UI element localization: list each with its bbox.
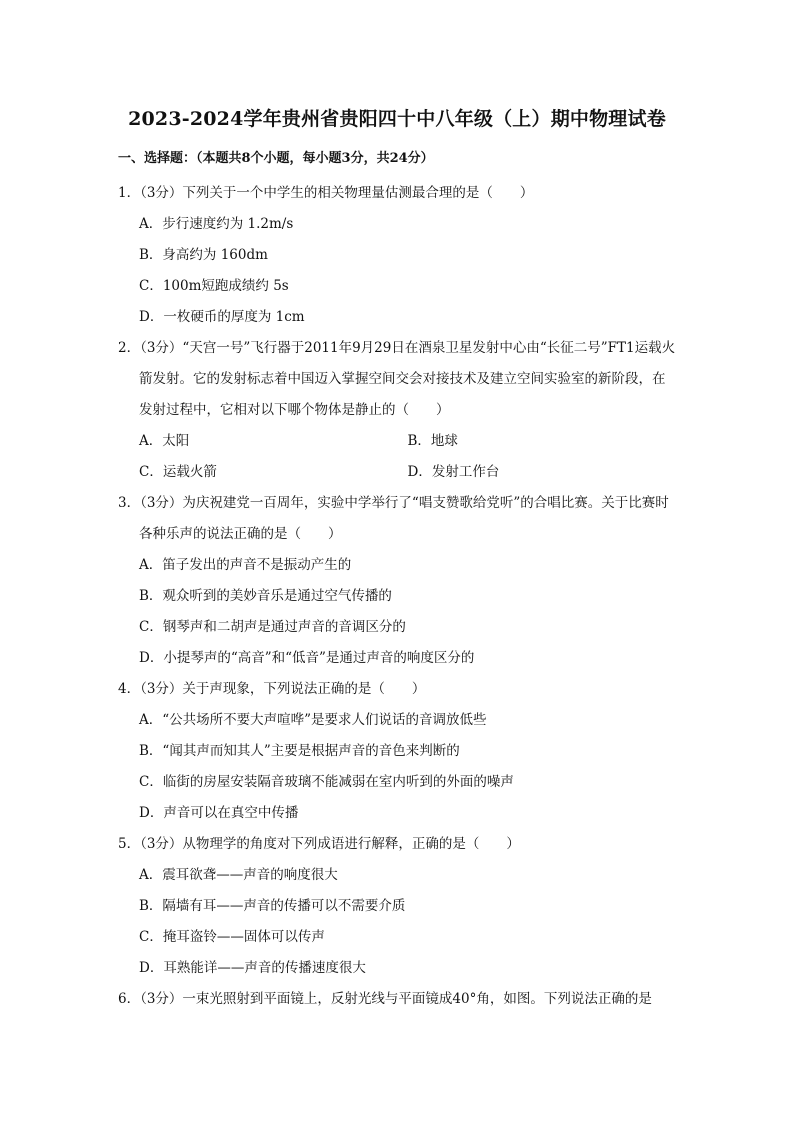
option-b: B．隔墙有耳——声音的传播可以不需要介质: [139, 898, 406, 914]
section-heading: 一、选择题：（本题共8个小题，每小题3分，共24分）: [118, 151, 434, 166]
option-a: A．笛子发出的声音不是振动产生的: [139, 557, 352, 573]
option-c: C．100m短跑成绩约 5s: [139, 278, 289, 294]
option-b: B．“闻其声而知其人”主要是根据声音的音色来判断的: [139, 743, 460, 759]
option-c: C．钢琴声和二胡声是通过声音的音调区分的: [139, 619, 406, 635]
option-d: D．发射工作台: [407, 464, 500, 480]
options-row: [118, 457, 676, 488]
question-stem: 3．（3分）为庆祝建党一百周年，实验中学举行了“唱支赞歌给党听”的合唱比赛。关于比赛时各种乐声的说法正确的是（ ）: [118, 495, 669, 542]
question-5: [118, 829, 676, 984]
question-2: [118, 333, 676, 488]
option-b: B．地球: [407, 433, 458, 449]
question-stem: 4．（3分）关于声现象，下列说法正确的是（ ）: [118, 681, 426, 697]
option-c: C．临街的房屋安装隔音玻璃不能减弱在室内听到的外面的噪声: [139, 774, 514, 790]
option-c: C．掩耳盗铃——固体可以传声: [139, 929, 325, 945]
option-a: A．震耳欲聋——声音的响度很大: [139, 867, 338, 883]
exam-title: 2023-2024学年贵州省贵阳四十中八年级（上）期中物理试卷: [128, 108, 666, 130]
question-4: [118, 674, 676, 829]
question-6: [118, 984, 676, 1015]
option-d: D．耳熟能详——声音的传播速度很大: [139, 960, 366, 976]
option-d: D．小提琴声的“高音”和“低音”是通过声音的响度区分的: [139, 650, 475, 666]
option-a: A．步行速度约为 1.2m/s: [139, 216, 294, 232]
option-b: B．身高约为 160dm: [139, 247, 268, 263]
option-b: B．观众听到的美妙音乐是通过空气传播的: [139, 588, 392, 604]
options-row: [118, 426, 676, 457]
option-c: C．运载火箭: [139, 464, 217, 480]
question-stem: 1．（3分）下列关于一个中学生的相关物理量估测最合理的是（ ）: [118, 185, 534, 201]
question-1: [118, 178, 676, 333]
question-3: [118, 488, 676, 674]
question-stem: 5．（3分）从物理学的角度对下列成语进行解释，正确的是（ ）: [118, 836, 520, 852]
option-d: D．声音可以在真空中传播: [139, 805, 299, 821]
option-a: A．太阳: [139, 433, 190, 449]
question-stem: 6．（3分）一束光照射到平面镜上，反射光线与平面镜成40°角，如图。下列说法正确的是: [118, 991, 652, 1007]
option-a: A．“公共场所不要大声喧哗”是要求人们说话的音调放低些: [139, 712, 487, 728]
question-stem: 2．（3分）“天宫一号”飞行器于2011年9月29日在酒泉卫星发射中心由“长征二号”FT1运载火箭发射。它的发射标志着中国迈入掌握空间交会对接技术及建立空间实验室的新阶段，在发射过程中，它相对以下哪个物体是静止的（ ）: [118, 340, 676, 418]
option-d: D．一枚硬币的厚度为 1cm: [139, 309, 305, 325]
